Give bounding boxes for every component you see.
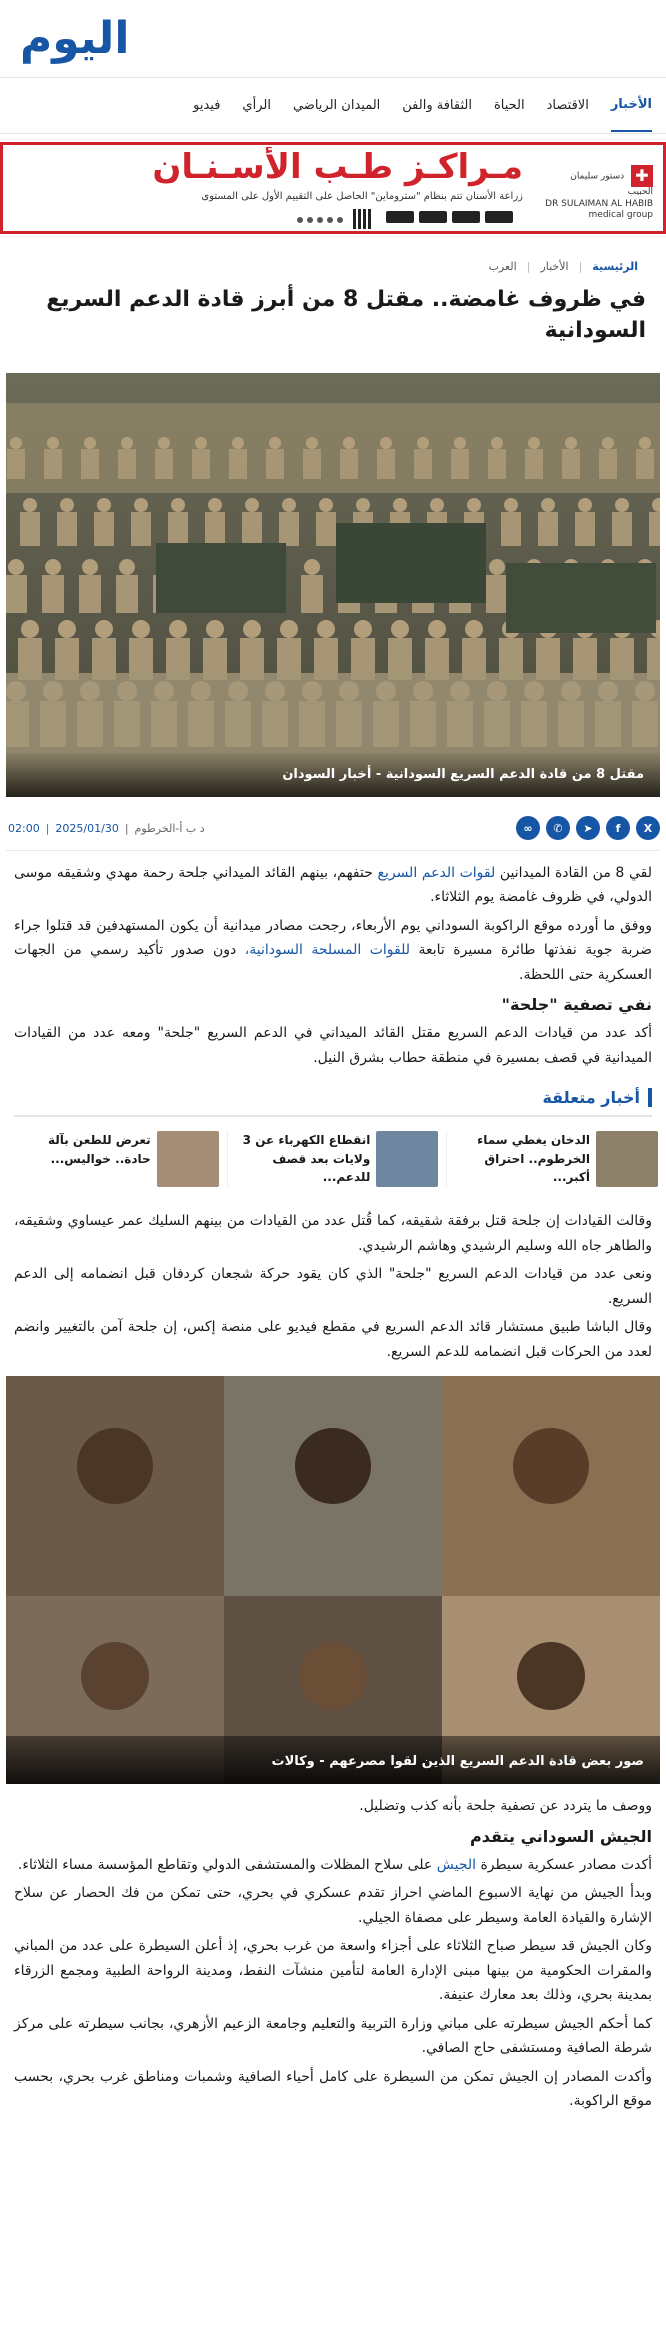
soldier-figure [356, 498, 370, 512]
paragraph: ونعى عدد من قيادات الدعم السريع "جلحة" الذي كان يقود حركة شجعان كردفان قبل انضمامه إلى الدعم السريع. [14, 1266, 652, 1307]
nav-item-sports[interactable]: الميدان الرياضي [292, 98, 381, 113]
social-dot-icon [307, 217, 313, 223]
soldier-figure [340, 449, 358, 479]
subheading: نفي تصفية "جلحة" [501, 995, 652, 1015]
paragraph: كما أحكم الجيش سيطرته على مباني وزارة التربية والتعليم وجامعة الزعيم الأزهري، بجانب سيطرته على مركز شرطة الصافية ومستشفى حاج الصافي. [14, 2015, 652, 2057]
nav-item-opinion[interactable]: الرأي [242, 98, 271, 113]
paragraph-text: ووفق ما أورده موقع الراكوبة السوداني يوم الأربعاء، رجحت مصادر ميدانية أن يكون المستهدفين قد قتلوا جراء ضربة جوية نفذتها طائرة مسيرة تابعة [14, 917, 653, 959]
google-play-badge-icon [452, 211, 480, 223]
ad-store-badges [386, 211, 513, 223]
soldier-figure [451, 449, 469, 479]
soldier-figure [562, 449, 580, 479]
main-nav [0, 78, 666, 134]
soldier-figure [60, 498, 74, 512]
whatsapp-icon[interactable]: ✆ [546, 816, 570, 840]
rsf-link[interactable]: لقوات الدعم السريع [377, 864, 496, 881]
store-badge-icon [386, 211, 414, 223]
article-meta [6, 807, 660, 851]
paragraph [14, 861, 652, 910]
paragraph-text: حتفهم، بينهم القائد الميداني جلحة رحمة مهدي وشقيقه موسى الدولي، في ظروف غامضة يوم الثلاثاء. [14, 864, 652, 906]
ad-brand [543, 165, 653, 222]
share-bar [516, 816, 660, 840]
soldier-figure [304, 559, 320, 575]
paragraph: ووصف ما يتردد عن تصفية جلحة بأنه كذب وتضليل. [359, 1798, 652, 1815]
soldier-figure [119, 559, 135, 575]
meta-separator: | [124, 821, 129, 835]
soldier-figure [488, 449, 506, 479]
soldier-figure [316, 512, 336, 546]
soldier-figure [491, 437, 503, 449]
breadcrumb-home[interactable]: الرئيسية [592, 260, 638, 273]
related-news-list [8, 1131, 658, 1187]
soldier-figure [317, 620, 335, 638]
breadcrumb-separator: | [578, 260, 583, 273]
soldier-figure [195, 437, 207, 449]
soldier-figure [44, 449, 62, 479]
paragraph: وقال الباشا طبيق مستشار قائد الدعم السريع في مقطع فيديو على منصة إكس، إن جلحة آمن بالتغيير وانضم لعدد من الحركات قبل انضمامه للدعم السريع. [14, 1319, 652, 1360]
paragraph [14, 914, 652, 988]
soldier-figure [467, 498, 481, 512]
soldier-figure [243, 620, 261, 638]
soldier-figure [229, 449, 247, 479]
breadcrumb-separator: | [526, 260, 531, 273]
soldier-figure [380, 437, 392, 449]
soldier-figure [132, 620, 150, 638]
hero-photo [6, 373, 660, 797]
soldier-figure [615, 498, 629, 512]
social-dot-icon [337, 217, 343, 223]
soldier-figure [319, 498, 333, 512]
soldier-figure [280, 620, 298, 638]
soldier-figure [171, 498, 185, 512]
social-dot-icon [327, 217, 333, 223]
breadcrumb-news[interactable]: الأخبار [540, 260, 569, 273]
paragraph: أكد عدد من قيادات الدعم السريع مقتل القائد الميداني في الدعم السريع "جلحة" ومعه عدد من القيادات الميدانية في قصف بمسيرة في منطقة حطاب بشرق النيل. [14, 1025, 652, 1066]
soldier-figure [192, 449, 210, 479]
soldier-figure [206, 620, 224, 638]
soldier-figure [82, 559, 98, 575]
soldier-figure [45, 559, 61, 575]
soldier-figure [465, 620, 483, 638]
soldier-figure [538, 512, 558, 546]
soldier-figure [391, 620, 409, 638]
ad-banner[interactable] [0, 142, 666, 234]
related-thumbnail[interactable] [157, 1131, 219, 1187]
soldier-figure [168, 512, 188, 546]
soldier-figure [95, 620, 113, 638]
paragraph [14, 1853, 652, 1878]
soldier-figure [354, 620, 372, 638]
nav-item-life[interactable]: الحياة [493, 98, 525, 113]
article-headline: في ظروف غامضة.. مقتل 8 من أبرز قادة الدعم السريع السودانية [46, 287, 646, 343]
soldier-figure [20, 512, 40, 546]
soldier-figure [489, 559, 505, 575]
soldier-figure [377, 449, 395, 479]
article-body-continued [0, 1187, 666, 1364]
ad-subtitle: زراعة الأسنان تتم بنظام "ستروماين" الحاصل على التقييم الأول على المستوى [201, 191, 523, 202]
related-thumbnail[interactable] [376, 1131, 438, 1187]
soldier-figure [428, 620, 446, 638]
soldier-figure [303, 449, 321, 479]
related-news-text[interactable]: الدخان يغطي سماء الخرطوم.. احتراق أكبر... [477, 1133, 590, 1185]
soldier-figure [612, 512, 632, 546]
soldier-figure [7, 449, 25, 479]
soldier-figure [232, 437, 244, 449]
paragraph-text: دون صدور تأكيد رسمي من الجهات العسكرية حتى اللحظة. [14, 942, 652, 983]
social-dot-icon [317, 217, 323, 223]
subheading: الجيش السوداني يتقدم [469, 1826, 652, 1846]
article-body [0, 851, 666, 1071]
paragraph-text: لقي 8 من القادة الميدانين [495, 864, 652, 881]
soldier-figure [578, 498, 592, 512]
soldier-figure [245, 498, 259, 512]
soldier-figure [486, 575, 508, 613]
army-link[interactable]: الجيش [436, 1856, 477, 1873]
related-news-title: أخبار متعلقة [542, 1088, 652, 1107]
nav-item-economy[interactable]: الاقتصاد [546, 98, 589, 113]
soldier-figure [636, 449, 654, 479]
soldier-figure [430, 498, 444, 512]
cross-icon: ✚ [631, 165, 653, 187]
collage-image[interactable] [6, 1376, 660, 1784]
ad-brand-tag: medical group [588, 210, 653, 221]
ad-social-icons [297, 217, 343, 223]
paragraph: وبدأ الجيش من نهاية الاسبوع الماضي احراز تقدم عسكري في بحري، حتى تمكن من فك الحصار عن سلاح الإشارة والقيادة العامة وسيطر على مصفاة الجيلي. [14, 1885, 652, 1926]
link-icon[interactable]: ∞ [516, 816, 540, 840]
soldier-figure [208, 498, 222, 512]
soldier-figure [282, 498, 296, 512]
soldier-figure [306, 437, 318, 449]
hero-caption: مقتل 8 من قادة الدعم السريع السودانية - أخبار السودان [6, 753, 660, 797]
soldier-figure [565, 437, 577, 449]
app-store-badge-icon [485, 211, 513, 223]
soldier-figure [42, 575, 64, 613]
ad-brand-ar: دستور سليمان الحبيب [570, 171, 653, 197]
soldier-figure [575, 512, 595, 546]
paragraph-text: على سلاح المظلات والمستشفى الدولي وتقاطع المؤسسة مساء الثلاثاء. [17, 1856, 437, 1873]
ad-brand-en: DR SULAIMAN AL HABIB [545, 198, 653, 209]
site-logo[interactable]: اليوم [20, 13, 130, 64]
soldier-figure [417, 437, 429, 449]
soldier-figure [58, 620, 76, 638]
ad-title: مـراكـز طـب الأسـنـان [152, 147, 523, 187]
app-gallery-badge-icon [419, 211, 447, 223]
soldier-figure [21, 620, 39, 638]
social-dot-icon [297, 217, 303, 223]
publish-info [6, 822, 205, 835]
soldier-figure [504, 498, 518, 512]
soldier-figure [169, 620, 187, 638]
nav-item-culture[interactable]: الثقافة والفن [402, 98, 472, 113]
site-header [0, 0, 666, 78]
collage-photo [6, 1376, 660, 1784]
x-icon[interactable]: X [636, 816, 660, 840]
telegram-icon[interactable]: ➤ [576, 816, 600, 840]
soldier-figure [649, 512, 660, 546]
soldier-figure [343, 437, 355, 449]
soldier-figure [269, 437, 281, 449]
soldier-figure [134, 498, 148, 512]
related-news-header [14, 1088, 652, 1117]
soldier-figure [599, 449, 617, 479]
breadcrumb-section[interactable]: العرب [488, 260, 517, 273]
related-news-text[interactable]: انقطاع الكهرباء عن 3 ولايات بعد قصف للدعم... [242, 1133, 371, 1185]
soldier-figure [97, 498, 111, 512]
facebook-icon[interactable]: f [606, 816, 630, 840]
publish-time: 02:00 [8, 821, 40, 835]
soldier-figure [94, 512, 114, 546]
soldier-figure [525, 449, 543, 479]
soldier-figure [8, 559, 24, 575]
soldier-figure [528, 437, 540, 449]
soldier-figure [23, 498, 37, 512]
soldier-figure [279, 512, 299, 546]
soldier-figure [155, 449, 173, 479]
paragraph: وقالت القيادات إن جلحة قتل برفقة شقيقه، كما قُتل عدد من القيادات من بينهم السليك عمر عيساوي وشقيقه، والطاهر جاه الله وسليم الرشيدي وهاشم الرشيدي. [14, 1213, 652, 1254]
related-news-item[interactable] [227, 1131, 439, 1187]
armed-forces-link[interactable]: للقوات المسلحة السودانية، [244, 942, 411, 959]
soldier-figure [6, 575, 27, 613]
soldier-figure [116, 575, 138, 613]
soldier-figure [118, 449, 136, 479]
soldier-figure [393, 498, 407, 512]
soldier-figure [639, 437, 651, 449]
soldier-figure [47, 437, 59, 449]
hero-image[interactable] [6, 373, 660, 797]
related-news-text[interactable]: تعرض للطعن بآلة حادة.. خواليس... [47, 1133, 151, 1166]
article-source: د ب أ-الخرطوم [134, 821, 205, 835]
breadcrumb [0, 260, 666, 273]
soldier-figure [266, 449, 284, 479]
publish-date: 2025/01/30 [55, 821, 119, 835]
soldier-figure [242, 512, 262, 546]
qr-code-icon [353, 209, 373, 229]
nav-item-video[interactable]: فيديو [193, 98, 221, 113]
soldier-figure [84, 437, 96, 449]
soldier-figure [501, 512, 521, 546]
paragraph-text: أكدت مصادر عسكرية سيطرة [476, 1856, 652, 1873]
soldier-figure [121, 437, 133, 449]
soldier-figure [454, 437, 466, 449]
soldier-figure [57, 512, 77, 546]
soldier-figure [158, 437, 170, 449]
soldier-figure [81, 449, 99, 479]
soldier-figure [131, 512, 151, 546]
paragraph: وكان الجيش قد سيطر صباح الثلاثاء على أجزاء واسعة من غرب بحري، إذ أعلن السيطرة على عدد من المباني والمقرات الحكومية من بينها مبنى الإدارة العامة لتأمين منشآت النفط، ومدينة الرواحة الطبية ومجمع الزرقاء بمدينة بحري، وذلك بعد معارك عنيفة. [14, 1938, 652, 2004]
soldier-figure [205, 512, 225, 546]
related-news-item[interactable] [446, 1131, 658, 1187]
soldier-figure [602, 437, 614, 449]
soldier-figure [301, 575, 323, 613]
article-body-end [0, 1784, 666, 2114]
related-thumbnail[interactable] [596, 1131, 658, 1187]
meta-separator: | [45, 821, 50, 835]
soldier-figure [541, 498, 555, 512]
soldier-figure [10, 437, 22, 449]
nav-item-news[interactable]: الأخبار [611, 79, 652, 132]
collage-caption: صور بعض قادة الدعم السريع الذين لقوا مصرعهم - وكالات [6, 1740, 660, 1784]
related-news-item[interactable] [8, 1131, 219, 1187]
soldier-figure [414, 449, 432, 479]
paragraph: وأكدت المصادر إن الجيش تمكن من السيطرة على كامل أحياء الصافية وشمبات ومناطق غرب بحري، بحسب موقع الراكوبة. [14, 2068, 652, 2110]
soldier-figure [79, 575, 101, 613]
